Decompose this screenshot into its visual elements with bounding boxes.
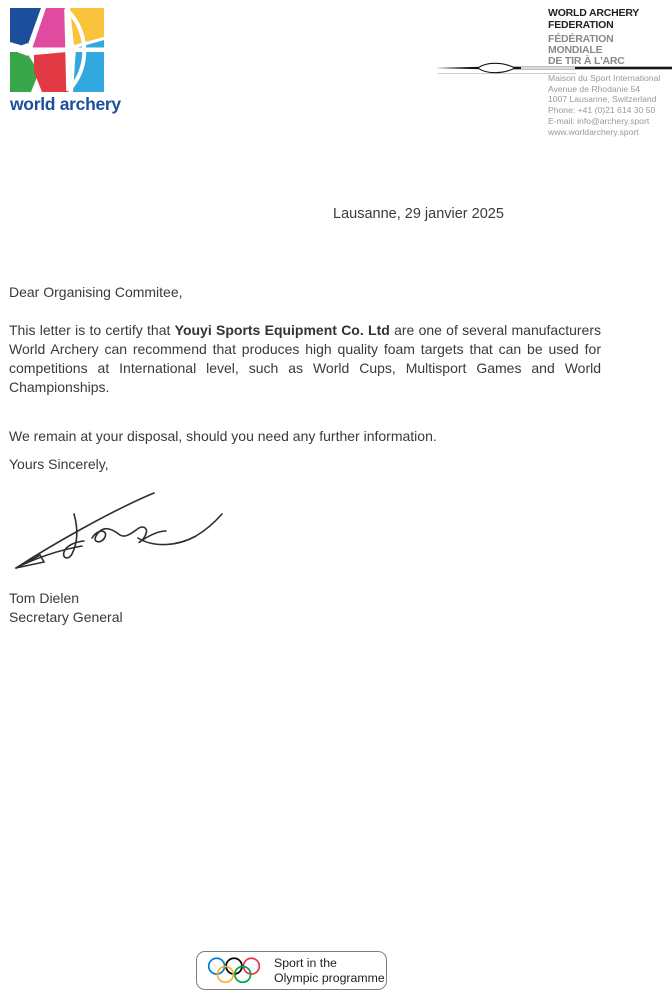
world-archery-logo-icon [10, 8, 104, 92]
signature-image [8, 486, 230, 574]
signer-title: Secretary General [9, 609, 123, 625]
body-paragraph-1 [9, 321, 601, 397]
dateline: Lausanne, 29 janvier 2025 [333, 206, 504, 222]
logo-wordmark: world archery [10, 94, 121, 114]
org-address: Maison du Sport International Avenue de Rhodanie 54 1007 Lausanne, Switzerland Phone: +41 (0)21 614 30 50 E-mail: info@archery.sport www.worldarchery.sport [548, 73, 661, 137]
world-archery-logo [10, 8, 121, 115]
olympic-programme-badge [196, 951, 387, 990]
badge-text: Sport in the Olympic programme [274, 956, 385, 985]
company-name: Youyi Sports Equipment Co. Ltd [174, 322, 390, 338]
closing-line: Yours Sincerely, [9, 456, 109, 472]
salutation: Dear Organising Commitee, [9, 284, 183, 300]
org-name-fr: FÉDÉRATION MONDIALE DE TIR À L'ARC [548, 33, 625, 67]
para1-suffix: are one of several manufacturers World Archery can recommend that produces high quality foam targets that can be used for competitions at International level, such as World Cups, Multisport Games and World Championships. [9, 322, 602, 395]
letterhead [548, 8, 672, 67]
olympic-rings-icon [207, 956, 263, 985]
para1-prefix: This letter is to certify that [9, 322, 175, 338]
body-paragraph-2: We remain at your disposal, should you need any further information. [9, 428, 437, 444]
signer-name: Tom Dielen [9, 590, 80, 606]
org-name-en: WORLD ARCHERY FEDERATION [548, 7, 640, 31]
